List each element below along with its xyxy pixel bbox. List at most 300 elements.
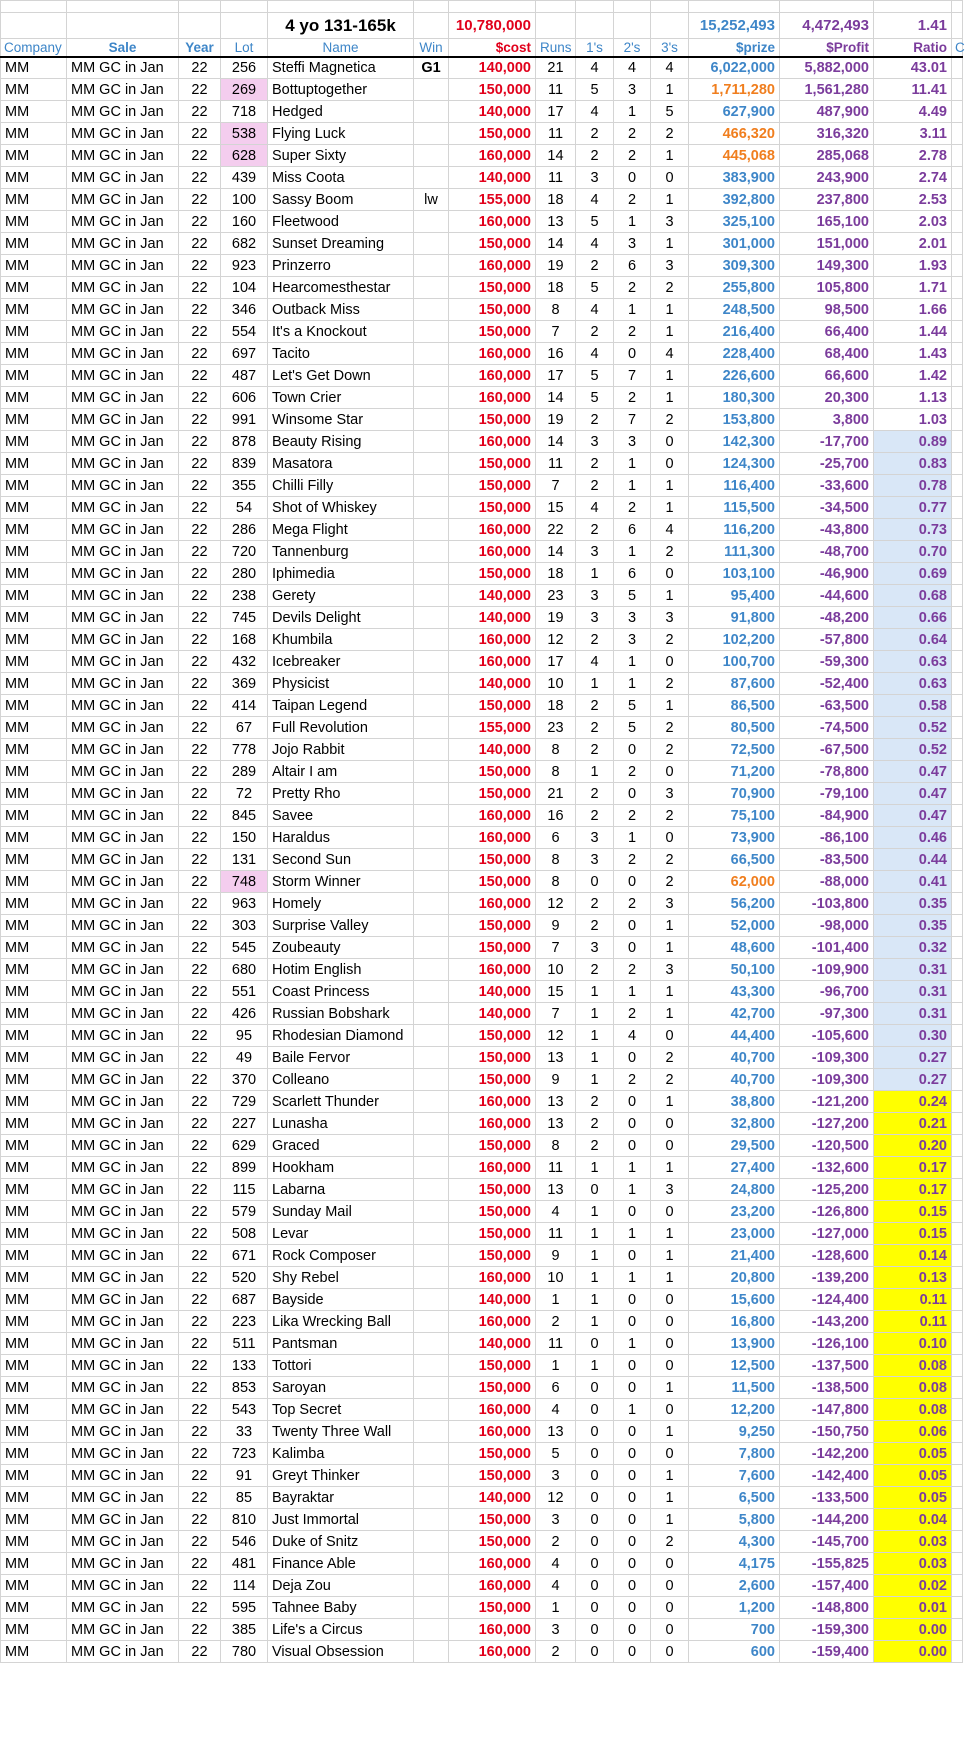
cell-company[interactable]: MM — [1, 959, 67, 981]
cell-win[interactable] — [414, 211, 449, 233]
cell-sale[interactable]: MM GC in Jan — [67, 1597, 179, 1619]
cell-thirds[interactable]: 1 — [651, 189, 689, 211]
cell-profit[interactable]: -34,500 — [780, 497, 874, 519]
cell-seconds[interactable]: 3 — [614, 607, 651, 629]
cell-name[interactable]: Lika Wrecking Ball — [268, 1311, 414, 1333]
cell-runs[interactable]: 19 — [536, 409, 576, 431]
cell-sale[interactable]: MM GC in Jan — [67, 871, 179, 893]
cell-ratio[interactable]: 0.24 — [874, 1091, 952, 1113]
cell-company[interactable]: MM — [1, 629, 67, 651]
cell-ratio[interactable]: 2.78 — [874, 145, 952, 167]
cell-runs[interactable]: 12 — [536, 893, 576, 915]
cell-ratio[interactable]: 0.03 — [874, 1553, 952, 1575]
cell-cost[interactable]: 160,000 — [449, 541, 536, 563]
cell-profit[interactable]: 149,300 — [780, 255, 874, 277]
cell-profit[interactable]: -57,800 — [780, 629, 874, 651]
cell-year[interactable]: 22 — [179, 563, 221, 585]
cell-runs[interactable]: 6 — [536, 1377, 576, 1399]
cell-win[interactable] — [414, 343, 449, 365]
cell-year[interactable]: 22 — [179, 651, 221, 673]
cell-profit[interactable]: -17,700 — [780, 431, 874, 453]
cell-thirds[interactable]: 1 — [651, 1465, 689, 1487]
cell-cost[interactable]: 150,000 — [449, 453, 536, 475]
cell-thirds[interactable]: 0 — [651, 167, 689, 189]
cell-win[interactable] — [414, 541, 449, 563]
cell-profit[interactable]: 66,600 — [780, 365, 874, 387]
cell-seconds[interactable]: 0 — [614, 167, 651, 189]
cell-sale[interactable]: MM GC in Jan — [67, 959, 179, 981]
cell-year[interactable]: 22 — [179, 1091, 221, 1113]
cell-year[interactable]: 22 — [179, 1531, 221, 1553]
cell-runs[interactable]: 10 — [536, 1267, 576, 1289]
cell-ratio[interactable]: 1.66 — [874, 299, 952, 321]
cell-name[interactable]: Pantsman — [268, 1333, 414, 1355]
cell-profit[interactable]: 20,300 — [780, 387, 874, 409]
cell-runs[interactable]: 18 — [536, 563, 576, 585]
cell-prize[interactable]: 29,500 — [689, 1135, 780, 1157]
cell-win[interactable] — [414, 1333, 449, 1355]
cell-win[interactable] — [414, 1157, 449, 1179]
cell-year[interactable]: 22 — [179, 871, 221, 893]
cell-profit[interactable]: -101,400 — [780, 937, 874, 959]
cell-lot[interactable]: 545 — [221, 937, 268, 959]
cell-profit[interactable]: -59,300 — [780, 651, 874, 673]
cell-win[interactable] — [414, 1113, 449, 1135]
cell-win[interactable] — [414, 1465, 449, 1487]
cell-thirds[interactable]: 2 — [651, 1531, 689, 1553]
cell-runs[interactable]: 9 — [536, 915, 576, 937]
cell-extra[interactable] — [952, 607, 963, 629]
cell-prize[interactable]: 73,900 — [689, 827, 780, 849]
cell-prize[interactable]: 24,800 — [689, 1179, 780, 1201]
cell-seconds[interactable]: 2 — [614, 1003, 651, 1025]
cell-extra[interactable] — [952, 893, 963, 915]
cell-thirds[interactable]: 3 — [651, 893, 689, 915]
cell-sale[interactable]: MM GC in Jan — [67, 1531, 179, 1553]
cell-seconds[interactable]: 1 — [614, 1179, 651, 1201]
cell-name[interactable]: Beauty Rising — [268, 431, 414, 453]
cell-firsts[interactable]: 0 — [576, 871, 614, 893]
cell-lot[interactable]: 95 — [221, 1025, 268, 1047]
cell-runs[interactable]: 14 — [536, 431, 576, 453]
cell-company[interactable]: MM — [1, 343, 67, 365]
cell-firsts[interactable]: 2 — [576, 629, 614, 651]
cell-firsts[interactable]: 2 — [576, 453, 614, 475]
cell-seconds[interactable]: 1 — [614, 299, 651, 321]
cell-profit[interactable]: 237,800 — [780, 189, 874, 211]
cell-company[interactable]: MM — [1, 101, 67, 123]
cell-year[interactable]: 22 — [179, 1355, 221, 1377]
cell-profit[interactable]: -127,200 — [780, 1113, 874, 1135]
cell-firsts[interactable]: 2 — [576, 475, 614, 497]
cell-company[interactable]: MM — [1, 739, 67, 761]
cell-name[interactable]: Bayraktar — [268, 1487, 414, 1509]
cell-extra[interactable] — [952, 167, 963, 189]
cell-cost[interactable]: 150,000 — [449, 761, 536, 783]
cell-ratio[interactable]: 3.11 — [874, 123, 952, 145]
cell-extra[interactable] — [952, 453, 963, 475]
cell-name[interactable]: Sassy Boom — [268, 189, 414, 211]
cell-runs[interactable]: 21 — [536, 57, 576, 79]
cell-cost[interactable]: 150,000 — [449, 475, 536, 497]
cell-win[interactable] — [414, 1003, 449, 1025]
cell-extra[interactable] — [952, 1465, 963, 1487]
cell-cost[interactable]: 150,000 — [449, 563, 536, 585]
cell-win[interactable]: G1 — [414, 57, 449, 79]
cell-lot[interactable]: 606 — [221, 387, 268, 409]
cell-sale[interactable]: MM GC in Jan — [67, 519, 179, 541]
cell-cost[interactable]: 160,000 — [449, 365, 536, 387]
cell-ratio[interactable]: 2.53 — [874, 189, 952, 211]
cell-firsts[interactable]: 2 — [576, 519, 614, 541]
cell-thirds[interactable]: 1 — [651, 1003, 689, 1025]
cell-seconds[interactable]: 5 — [614, 717, 651, 739]
cell-extra[interactable] — [952, 827, 963, 849]
cell-extra[interactable] — [952, 761, 963, 783]
cell-year[interactable]: 22 — [179, 739, 221, 761]
cell-profit[interactable]: -127,000 — [780, 1223, 874, 1245]
cell-sale[interactable]: MM GC in Jan — [67, 1179, 179, 1201]
cell-sale[interactable]: MM GC in Jan — [67, 563, 179, 585]
cell-cost[interactable]: 140,000 — [449, 167, 536, 189]
cell-extra[interactable] — [952, 431, 963, 453]
cell-ratio[interactable]: 0.68 — [874, 585, 952, 607]
cell-name[interactable]: Graced — [268, 1135, 414, 1157]
cell-win[interactable] — [414, 959, 449, 981]
cell-win[interactable] — [414, 871, 449, 893]
cell-cost[interactable]: 150,000 — [449, 1179, 536, 1201]
cell-cost[interactable]: 155,000 — [449, 717, 536, 739]
cell-name[interactable]: Savee — [268, 805, 414, 827]
cell-company[interactable]: MM — [1, 1223, 67, 1245]
cell-win[interactable] — [414, 409, 449, 431]
cell-extra[interactable] — [952, 871, 963, 893]
cell-cost[interactable]: 150,000 — [449, 1509, 536, 1531]
cell-seconds[interactable]: 2 — [614, 123, 651, 145]
cell-profit[interactable]: 243,900 — [780, 167, 874, 189]
cell-extra[interactable] — [952, 1575, 963, 1597]
cell-ratio[interactable]: 0.02 — [874, 1575, 952, 1597]
cell-year[interactable]: 22 — [179, 783, 221, 805]
cell-ratio[interactable]: 0.58 — [874, 695, 952, 717]
cell-lot[interactable]: 91 — [221, 1465, 268, 1487]
cell-cost[interactable]: 150,000 — [449, 299, 536, 321]
cell-name[interactable]: Flying Luck — [268, 123, 414, 145]
cell-name[interactable]: Coast Princess — [268, 981, 414, 1003]
cell-runs[interactable]: 1 — [536, 1355, 576, 1377]
cell-firsts[interactable]: 5 — [576, 211, 614, 233]
cell-year[interactable]: 22 — [179, 1399, 221, 1421]
cell-ratio[interactable]: 0.35 — [874, 893, 952, 915]
cell-sale[interactable]: MM GC in Jan — [67, 585, 179, 607]
cell-sale[interactable]: MM GC in Jan — [67, 1091, 179, 1113]
cell-win[interactable] — [414, 453, 449, 475]
cell-year[interactable]: 22 — [179, 101, 221, 123]
cell-win[interactable] — [414, 1377, 449, 1399]
cell-name[interactable]: Just Immortal — [268, 1509, 414, 1531]
cell-runs[interactable]: 4 — [536, 1201, 576, 1223]
cell-prize[interactable]: 48,600 — [689, 937, 780, 959]
cell-seconds[interactable]: 2 — [614, 497, 651, 519]
cell-lot[interactable]: 54 — [221, 497, 268, 519]
cell-thirds[interactable]: 2 — [651, 871, 689, 893]
cell-profit[interactable]: -44,600 — [780, 585, 874, 607]
cell-company[interactable]: MM — [1, 167, 67, 189]
cell-seconds[interactable]: 0 — [614, 1421, 651, 1443]
cell-year[interactable]: 22 — [179, 585, 221, 607]
cell-sale[interactable]: MM GC in Jan — [67, 761, 179, 783]
cell-profit[interactable]: 165,100 — [780, 211, 874, 233]
cell-cost[interactable]: 150,000 — [449, 1465, 536, 1487]
cell-extra[interactable] — [952, 563, 963, 585]
cell-ratio[interactable]: 0.11 — [874, 1311, 952, 1333]
cell-seconds[interactable]: 2 — [614, 277, 651, 299]
cell-firsts[interactable]: 2 — [576, 1113, 614, 1135]
cell-seconds[interactable]: 1 — [614, 211, 651, 233]
cell-seconds[interactable]: 4 — [614, 1025, 651, 1047]
cell-prize[interactable]: 15,600 — [689, 1289, 780, 1311]
cell-runs[interactable]: 8 — [536, 849, 576, 871]
cell-extra[interactable] — [952, 1003, 963, 1025]
cell-seconds[interactable]: 1 — [614, 1267, 651, 1289]
cell-lot[interactable]: 33 — [221, 1421, 268, 1443]
cell-lot[interactable]: 168 — [221, 629, 268, 651]
cell-prize[interactable]: 7,800 — [689, 1443, 780, 1465]
cell-win[interactable] — [414, 321, 449, 343]
cell-thirds[interactable]: 0 — [651, 1443, 689, 1465]
cell-prize[interactable]: 86,500 — [689, 695, 780, 717]
cell-name[interactable]: Homely — [268, 893, 414, 915]
cell-prize[interactable]: 13,900 — [689, 1333, 780, 1355]
cell-company[interactable]: MM — [1, 585, 67, 607]
cell-cost[interactable]: 150,000 — [449, 1223, 536, 1245]
cell-year[interactable]: 22 — [179, 1289, 221, 1311]
cell-profit[interactable]: -137,500 — [780, 1355, 874, 1377]
cell-profit[interactable]: -79,100 — [780, 783, 874, 805]
cell-firsts[interactable]: 5 — [576, 79, 614, 101]
cell-sale[interactable]: MM GC in Jan — [67, 79, 179, 101]
cell-cost[interactable]: 160,000 — [449, 1311, 536, 1333]
cell-profit[interactable]: -52,400 — [780, 673, 874, 695]
cell-seconds[interactable]: 1 — [614, 673, 651, 695]
cell-ratio[interactable]: 0.31 — [874, 981, 952, 1003]
cell-profit[interactable]: -46,900 — [780, 563, 874, 585]
cell-win[interactable] — [414, 1487, 449, 1509]
cell-prize[interactable]: 44,400 — [689, 1025, 780, 1047]
cell-sale[interactable]: MM GC in Jan — [67, 893, 179, 915]
cell-firsts[interactable]: 3 — [576, 585, 614, 607]
cell-year[interactable]: 22 — [179, 1179, 221, 1201]
cell-sale[interactable]: MM GC in Jan — [67, 695, 179, 717]
cell-cost[interactable]: 155,000 — [449, 189, 536, 211]
cell-year[interactable]: 22 — [179, 475, 221, 497]
cell-year[interactable]: 22 — [179, 211, 221, 233]
cell-seconds[interactable]: 7 — [614, 365, 651, 387]
cell-profit[interactable]: -142,400 — [780, 1465, 874, 1487]
cell-company[interactable]: MM — [1, 805, 67, 827]
cell-win[interactable] — [414, 1069, 449, 1091]
cell-cost[interactable]: 160,000 — [449, 1421, 536, 1443]
cell-firsts[interactable]: 1 — [576, 1289, 614, 1311]
cell-extra[interactable] — [952, 1597, 963, 1619]
header-cost[interactable]: $cost — [449, 39, 536, 57]
cell-name[interactable]: Jojo Rabbit — [268, 739, 414, 761]
cell-year[interactable]: 22 — [179, 1575, 221, 1597]
cell-runs[interactable]: 11 — [536, 453, 576, 475]
cell-sale[interactable]: MM GC in Jan — [67, 805, 179, 827]
cell-name[interactable]: Levar — [268, 1223, 414, 1245]
cell-prize[interactable]: 40,700 — [689, 1069, 780, 1091]
cell-seconds[interactable]: 2 — [614, 145, 651, 167]
cell-lot[interactable]: 439 — [221, 167, 268, 189]
cell-lot[interactable]: 923 — [221, 255, 268, 277]
cell-name[interactable]: Miss Coota — [268, 167, 414, 189]
cell-extra[interactable] — [952, 1135, 963, 1157]
cell-win[interactable] — [414, 717, 449, 739]
cell-year[interactable]: 22 — [179, 849, 221, 871]
cell-year[interactable]: 22 — [179, 431, 221, 453]
cell-company[interactable]: MM — [1, 607, 67, 629]
cell-lot[interactable]: 160 — [221, 211, 268, 233]
cell-extra[interactable] — [952, 849, 963, 871]
cell-seconds[interactable]: 7 — [614, 409, 651, 431]
cell-firsts[interactable]: 0 — [576, 1641, 614, 1663]
cell-name[interactable]: Kalimba — [268, 1443, 414, 1465]
cell-thirds[interactable]: 1 — [651, 299, 689, 321]
cell-extra[interactable] — [952, 1157, 963, 1179]
cell-runs[interactable]: 9 — [536, 1245, 576, 1267]
cell-ratio[interactable]: 0.89 — [874, 431, 952, 453]
cell-name[interactable]: Scarlett Thunder — [268, 1091, 414, 1113]
cell-cost[interactable]: 160,000 — [449, 1091, 536, 1113]
cell-profit[interactable]: -132,600 — [780, 1157, 874, 1179]
cell-profit[interactable]: 68,400 — [780, 343, 874, 365]
cell-ratio[interactable]: 0.27 — [874, 1069, 952, 1091]
cell-lot[interactable]: 286 — [221, 519, 268, 541]
cell-runs[interactable]: 23 — [536, 585, 576, 607]
cell-thirds[interactable]: 1 — [651, 1267, 689, 1289]
cell-lot[interactable]: 554 — [221, 321, 268, 343]
cell-company[interactable]: MM — [1, 453, 67, 475]
cell-win[interactable] — [414, 915, 449, 937]
cell-year[interactable]: 22 — [179, 629, 221, 651]
cell-prize[interactable]: 392,800 — [689, 189, 780, 211]
cell-extra[interactable] — [952, 805, 963, 827]
cell-seconds[interactable]: 0 — [614, 1487, 651, 1509]
cell-win[interactable] — [414, 1553, 449, 1575]
cell-lot[interactable]: 839 — [221, 453, 268, 475]
cell-win[interactable] — [414, 387, 449, 409]
cell-cost[interactable]: 150,000 — [449, 79, 536, 101]
cell-prize[interactable]: 4,175 — [689, 1553, 780, 1575]
cell-ratio[interactable]: 0.15 — [874, 1223, 952, 1245]
cell-extra[interactable] — [952, 343, 963, 365]
cell-seconds[interactable]: 1 — [614, 453, 651, 475]
cell-cost[interactable]: 150,000 — [449, 1597, 536, 1619]
cell-company[interactable]: MM — [1, 783, 67, 805]
cell-profit[interactable]: -124,400 — [780, 1289, 874, 1311]
cell-year[interactable]: 22 — [179, 717, 221, 739]
cell-runs[interactable]: 7 — [536, 1003, 576, 1025]
cell-thirds[interactable]: 2 — [651, 805, 689, 827]
cell-prize[interactable]: 627,900 — [689, 101, 780, 123]
cell-thirds[interactable]: 0 — [651, 761, 689, 783]
cell-cost[interactable]: 160,000 — [449, 431, 536, 453]
cell-sale[interactable]: MM GC in Jan — [67, 1575, 179, 1597]
cell-profit[interactable]: -144,200 — [780, 1509, 874, 1531]
cell-thirds[interactable]: 1 — [651, 145, 689, 167]
header-profit[interactable]: $Profit — [780, 39, 874, 57]
cell-name[interactable]: Prinzerro — [268, 255, 414, 277]
cell-firsts[interactable]: 1 — [576, 1157, 614, 1179]
header-name[interactable]: Name — [268, 39, 414, 57]
cell-lot[interactable]: 370 — [221, 1069, 268, 1091]
cell-firsts[interactable]: 0 — [576, 1509, 614, 1531]
cell-win[interactable] — [414, 739, 449, 761]
cell-company[interactable]: MM — [1, 871, 67, 893]
cell-company[interactable]: MM — [1, 233, 67, 255]
cell-thirds[interactable]: 2 — [651, 409, 689, 431]
cell-runs[interactable]: 12 — [536, 1025, 576, 1047]
cell-company[interactable]: MM — [1, 1487, 67, 1509]
cell-runs[interactable]: 17 — [536, 365, 576, 387]
cell-company[interactable]: MM — [1, 1399, 67, 1421]
cell-sale[interactable]: MM GC in Jan — [67, 1619, 179, 1641]
cell-firsts[interactable]: 4 — [576, 343, 614, 365]
cell-prize[interactable]: 50,100 — [689, 959, 780, 981]
cell-win[interactable] — [414, 1575, 449, 1597]
cell-year[interactable]: 22 — [179, 893, 221, 915]
cell-win[interactable] — [414, 1399, 449, 1421]
cell-sale[interactable]: MM GC in Jan — [67, 1025, 179, 1047]
cell-extra[interactable] — [952, 937, 963, 959]
cell-cost[interactable]: 150,000 — [449, 1025, 536, 1047]
cell-year[interactable]: 22 — [179, 1377, 221, 1399]
cell-seconds[interactable]: 0 — [614, 1201, 651, 1223]
cell-year[interactable]: 22 — [179, 1421, 221, 1443]
cell-company[interactable]: MM — [1, 497, 67, 519]
cell-cost[interactable]: 150,000 — [449, 1047, 536, 1069]
cell-win[interactable] — [414, 1223, 449, 1245]
cell-runs[interactable]: 11 — [536, 123, 576, 145]
cell-thirds[interactable]: 2 — [651, 717, 689, 739]
cell-cost[interactable]: 150,000 — [449, 1135, 536, 1157]
cell-runs[interactable]: 13 — [536, 1179, 576, 1201]
cell-company[interactable]: MM — [1, 1641, 67, 1663]
cell-seconds[interactable]: 5 — [614, 585, 651, 607]
cell-profit[interactable]: -105,600 — [780, 1025, 874, 1047]
cell-firsts[interactable]: 0 — [576, 1399, 614, 1421]
cell-seconds[interactable]: 0 — [614, 1641, 651, 1663]
cell-ratio[interactable]: 0.46 — [874, 827, 952, 849]
cell-firsts[interactable]: 2 — [576, 255, 614, 277]
cell-prize[interactable]: 9,250 — [689, 1421, 780, 1443]
cell-extra[interactable] — [952, 1223, 963, 1245]
cell-firsts[interactable]: 0 — [576, 1553, 614, 1575]
cell-runs[interactable]: 17 — [536, 101, 576, 123]
cell-seconds[interactable]: 3 — [614, 79, 651, 101]
cell-name[interactable]: Super Sixty — [268, 145, 414, 167]
cell-runs[interactable]: 14 — [536, 387, 576, 409]
cell-sale[interactable]: MM GC in Jan — [67, 409, 179, 431]
cell-runs[interactable]: 14 — [536, 145, 576, 167]
cell-extra[interactable] — [952, 1399, 963, 1421]
cell-seconds[interactable]: 0 — [614, 783, 651, 805]
cell-ratio[interactable]: 0.05 — [874, 1465, 952, 1487]
cell-seconds[interactable]: 0 — [614, 1509, 651, 1531]
cell-seconds[interactable]: 2 — [614, 387, 651, 409]
cell-year[interactable]: 22 — [179, 321, 221, 343]
